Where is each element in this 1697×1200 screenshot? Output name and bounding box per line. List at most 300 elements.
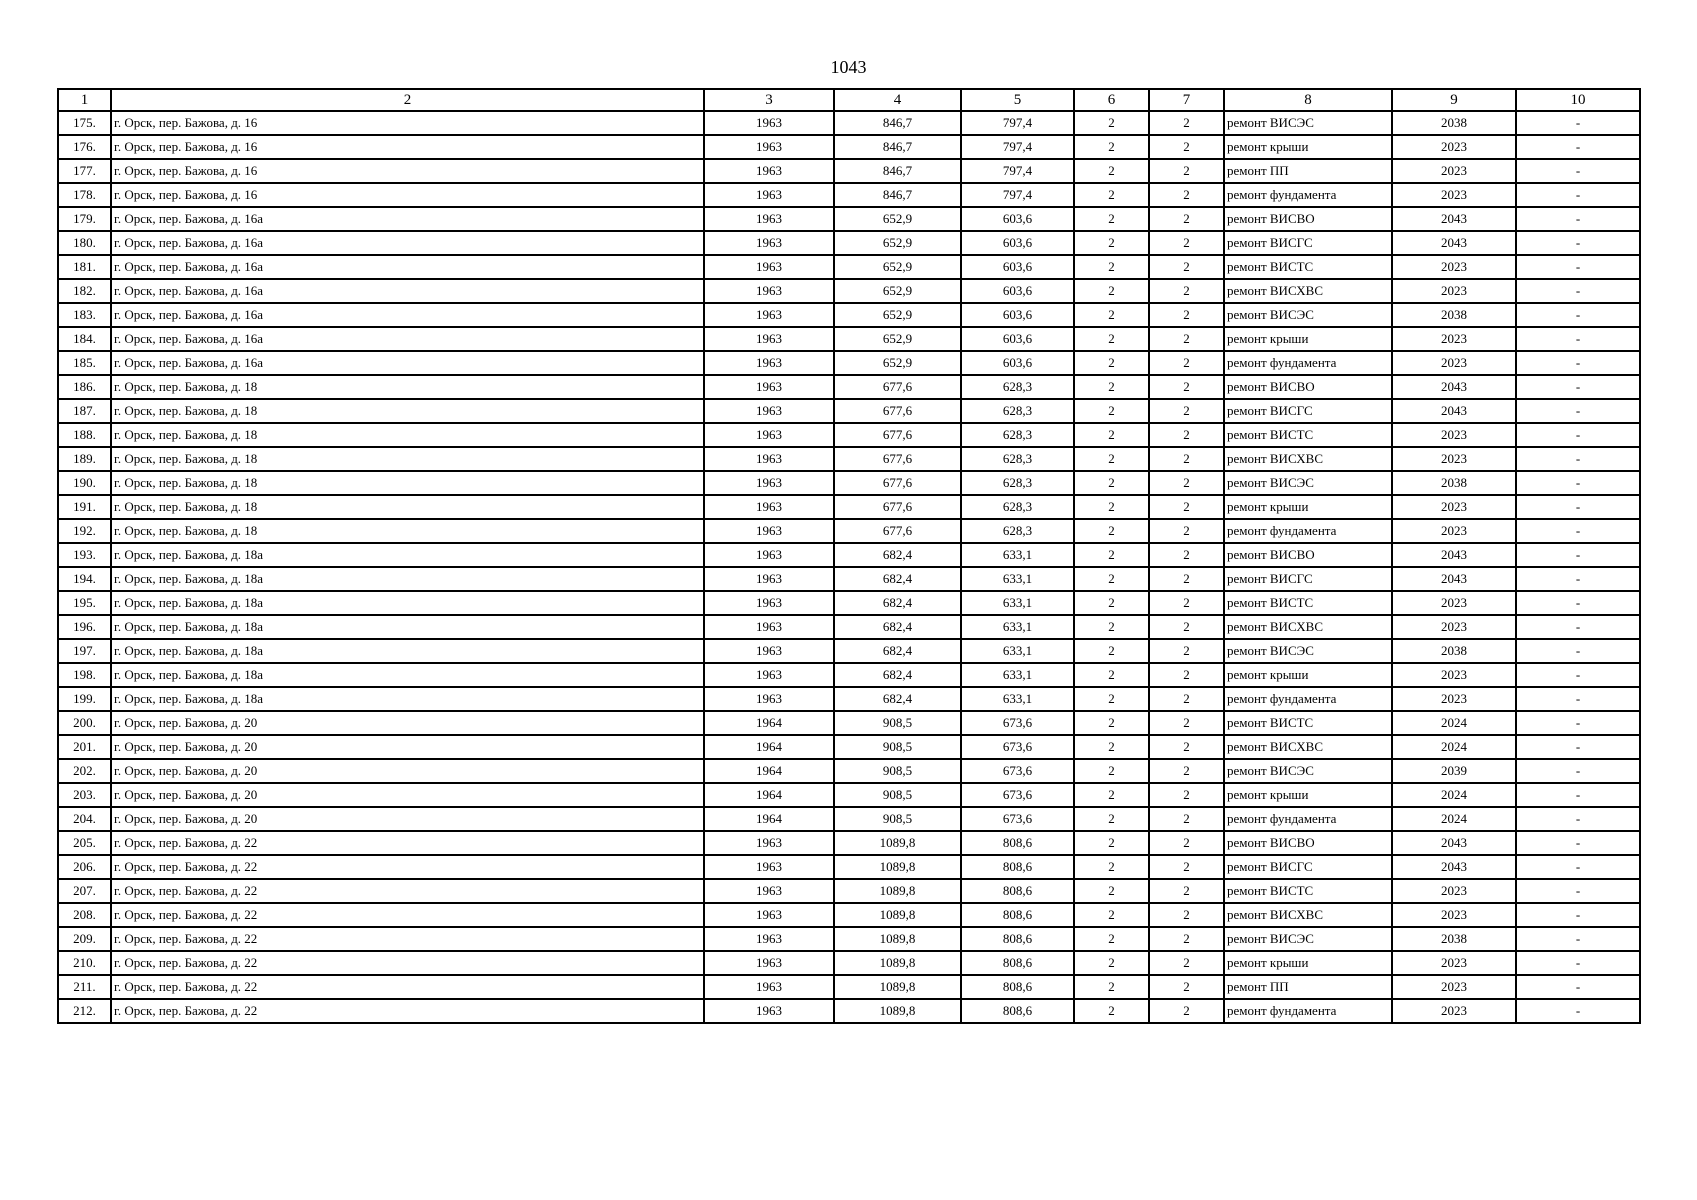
year-built-cell: 1963 <box>704 471 834 495</box>
total-area-cell: 677,6 <box>834 519 961 543</box>
table-row <box>58 111 1640 135</box>
address-cell: г. Орск, пер. Бажова, д. 22 <box>111 951 704 975</box>
table-row <box>58 711 1640 735</box>
col-6-cell: 2 <box>1074 735 1149 759</box>
row-number-cell: 182. <box>58 279 111 303</box>
work-type-cell: ремонт крыши <box>1224 663 1392 687</box>
repair-schedule-table <box>57 88 1641 1024</box>
row-number-cell: 195. <box>58 591 111 615</box>
total-area-cell: 682,4 <box>834 591 961 615</box>
living-area-cell: 633,1 <box>961 591 1074 615</box>
year-built-cell: 1963 <box>704 375 834 399</box>
total-area-cell: 652,9 <box>834 231 961 255</box>
work-type-cell: ремонт ПП <box>1224 159 1392 183</box>
total-area-cell: 1089,8 <box>834 831 961 855</box>
total-area-cell: 908,5 <box>834 735 961 759</box>
address-cell: г. Орск, пер. Бажова, д. 18 <box>111 399 704 423</box>
col-7-cell: 2 <box>1149 831 1224 855</box>
work-type-cell: ремонт крыши <box>1224 495 1392 519</box>
living-area-cell: 673,6 <box>961 735 1074 759</box>
planned-year-cell: 2023 <box>1392 327 1516 351</box>
planned-year-cell: 2038 <box>1392 927 1516 951</box>
col-10-cell: - <box>1516 399 1640 423</box>
column-header: 7 <box>1149 89 1224 111</box>
col-6-cell: 2 <box>1074 543 1149 567</box>
year-built-cell: 1963 <box>704 927 834 951</box>
work-type-cell: ремонт ВИСХВС <box>1224 615 1392 639</box>
row-number-cell: 196. <box>58 615 111 639</box>
col-10-cell: - <box>1516 927 1640 951</box>
table-row <box>58 903 1640 927</box>
living-area-cell: 808,6 <box>961 903 1074 927</box>
col-7-cell: 2 <box>1149 807 1224 831</box>
col-7-cell: 2 <box>1149 711 1224 735</box>
planned-year-cell: 2024 <box>1392 711 1516 735</box>
living-area-cell: 603,6 <box>961 231 1074 255</box>
col-10-cell: - <box>1516 999 1640 1023</box>
table-row <box>58 735 1640 759</box>
col-6-cell: 2 <box>1074 591 1149 615</box>
row-number-cell: 212. <box>58 999 111 1023</box>
planned-year-cell: 2023 <box>1392 591 1516 615</box>
col-6-cell: 2 <box>1074 903 1149 927</box>
col-7-cell: 2 <box>1149 759 1224 783</box>
table-row <box>58 927 1640 951</box>
address-cell: г. Орск, пер. Бажова, д. 16а <box>111 279 704 303</box>
total-area-cell: 1089,8 <box>834 855 961 879</box>
col-10-cell: - <box>1516 951 1640 975</box>
living-area-cell: 633,1 <box>961 663 1074 687</box>
row-number-cell: 190. <box>58 471 111 495</box>
living-area-cell: 603,6 <box>961 351 1074 375</box>
col-6-cell: 2 <box>1074 135 1149 159</box>
col-6-cell: 2 <box>1074 639 1149 663</box>
work-type-cell: ремонт ВИСТС <box>1224 255 1392 279</box>
living-area-cell: 797,4 <box>961 135 1074 159</box>
address-cell: г. Орск, пер. Бажова, д. 18 <box>111 375 704 399</box>
address-cell: г. Орск, пер. Бажова, д. 18 <box>111 447 704 471</box>
col-10-cell: - <box>1516 207 1640 231</box>
col-6-cell: 2 <box>1074 159 1149 183</box>
year-built-cell: 1963 <box>704 207 834 231</box>
col-7-cell: 2 <box>1149 255 1224 279</box>
col-10-cell: - <box>1516 495 1640 519</box>
col-7-cell: 2 <box>1149 279 1224 303</box>
column-header: 10 <box>1516 89 1640 111</box>
col-7-cell: 2 <box>1149 471 1224 495</box>
total-area-cell: 682,4 <box>834 543 961 567</box>
planned-year-cell: 2023 <box>1392 255 1516 279</box>
total-area-cell: 682,4 <box>834 639 961 663</box>
planned-year-cell: 2023 <box>1392 975 1516 999</box>
row-number-cell: 184. <box>58 327 111 351</box>
planned-year-cell: 2023 <box>1392 159 1516 183</box>
row-number-cell: 206. <box>58 855 111 879</box>
col-6-cell: 2 <box>1074 831 1149 855</box>
total-area-cell: 652,9 <box>834 351 961 375</box>
col-6-cell: 2 <box>1074 447 1149 471</box>
work-type-cell: ремонт ВИСГС <box>1224 855 1392 879</box>
address-cell: г. Орск, пер. Бажова, д. 16а <box>111 351 704 375</box>
col-7-cell: 2 <box>1149 591 1224 615</box>
col-10-cell: - <box>1516 279 1640 303</box>
planned-year-cell: 2043 <box>1392 399 1516 423</box>
planned-year-cell: 2043 <box>1392 375 1516 399</box>
address-cell: г. Орск, пер. Бажова, д. 18 <box>111 471 704 495</box>
col-6-cell: 2 <box>1074 399 1149 423</box>
work-type-cell: ремонт ВИСВО <box>1224 207 1392 231</box>
work-type-cell: ремонт фундамента <box>1224 183 1392 207</box>
work-type-cell: ремонт ВИСХВС <box>1224 279 1392 303</box>
planned-year-cell: 2023 <box>1392 663 1516 687</box>
total-area-cell: 682,4 <box>834 663 961 687</box>
col-7-cell: 2 <box>1149 375 1224 399</box>
row-number-cell: 209. <box>58 927 111 951</box>
table-body <box>58 111 1640 1023</box>
year-built-cell: 1964 <box>704 783 834 807</box>
row-number-cell: 194. <box>58 567 111 591</box>
planned-year-cell: 2023 <box>1392 423 1516 447</box>
table-row <box>58 183 1640 207</box>
row-number-cell: 177. <box>58 159 111 183</box>
col-7-cell: 2 <box>1149 351 1224 375</box>
col-10-cell: - <box>1516 183 1640 207</box>
planned-year-cell: 2043 <box>1392 231 1516 255</box>
table-row <box>58 303 1640 327</box>
col-10-cell: - <box>1516 663 1640 687</box>
row-number-cell: 200. <box>58 711 111 735</box>
total-area-cell: 652,9 <box>834 327 961 351</box>
col-7-cell: 2 <box>1149 135 1224 159</box>
col-6-cell: 2 <box>1074 255 1149 279</box>
address-cell: г. Орск, пер. Бажова, д. 22 <box>111 927 704 951</box>
planned-year-cell: 2038 <box>1392 303 1516 327</box>
planned-year-cell: 2043 <box>1392 567 1516 591</box>
planned-year-cell: 2024 <box>1392 783 1516 807</box>
col-6-cell: 2 <box>1074 303 1149 327</box>
living-area-cell: 673,6 <box>961 783 1074 807</box>
year-built-cell: 1963 <box>704 975 834 999</box>
row-number-cell: 198. <box>58 663 111 687</box>
planned-year-cell: 2023 <box>1392 279 1516 303</box>
col-6-cell: 2 <box>1074 663 1149 687</box>
year-built-cell: 1963 <box>704 951 834 975</box>
work-type-cell: ремонт ВИСХВС <box>1224 447 1392 471</box>
year-built-cell: 1963 <box>704 303 834 327</box>
address-cell: г. Орск, пер. Бажова, д. 18 <box>111 519 704 543</box>
work-type-cell: ремонт ВИСТС <box>1224 423 1392 447</box>
table-row <box>58 495 1640 519</box>
planned-year-cell: 2023 <box>1392 519 1516 543</box>
table-row <box>58 951 1640 975</box>
year-built-cell: 1963 <box>704 663 834 687</box>
planned-year-cell: 2038 <box>1392 639 1516 663</box>
address-cell: г. Орск, пер. Бажова, д. 22 <box>111 975 704 999</box>
living-area-cell: 808,6 <box>961 951 1074 975</box>
year-built-cell: 1963 <box>704 591 834 615</box>
address-cell: г. Орск, пер. Бажова, д. 18а <box>111 591 704 615</box>
work-type-cell: ремонт фундамента <box>1224 687 1392 711</box>
col-10-cell: - <box>1516 879 1640 903</box>
table-row <box>58 807 1640 831</box>
row-number-cell: 188. <box>58 423 111 447</box>
total-area-cell: 1089,8 <box>834 975 961 999</box>
total-area-cell: 846,7 <box>834 135 961 159</box>
address-cell: г. Орск, пер. Бажова, д. 18а <box>111 639 704 663</box>
table-row <box>58 567 1640 591</box>
total-area-cell: 682,4 <box>834 615 961 639</box>
col-10-cell: - <box>1516 591 1640 615</box>
planned-year-cell: 2023 <box>1392 903 1516 927</box>
address-cell: г. Орск, пер. Бажова, д. 22 <box>111 999 704 1023</box>
planned-year-cell: 2023 <box>1392 999 1516 1023</box>
table-row <box>58 135 1640 159</box>
col-6-cell: 2 <box>1074 519 1149 543</box>
total-area-cell: 846,7 <box>834 183 961 207</box>
total-area-cell: 846,7 <box>834 159 961 183</box>
row-number-cell: 204. <box>58 807 111 831</box>
address-cell: г. Орск, пер. Бажова, д. 18а <box>111 567 704 591</box>
work-type-cell: ремонт ВИСЭС <box>1224 111 1392 135</box>
table-row <box>58 447 1640 471</box>
year-built-cell: 1963 <box>704 255 834 279</box>
table-row <box>58 519 1640 543</box>
planned-year-cell: 2023 <box>1392 495 1516 519</box>
work-type-cell: ремонт фундамента <box>1224 807 1392 831</box>
work-type-cell: ремонт крыши <box>1224 135 1392 159</box>
year-built-cell: 1963 <box>704 567 834 591</box>
planned-year-cell: 2039 <box>1392 759 1516 783</box>
column-header: 6 <box>1074 89 1149 111</box>
address-cell: г. Орск, пер. Бажова, д. 22 <box>111 903 704 927</box>
address-cell: г. Орск, пер. Бажова, д. 20 <box>111 735 704 759</box>
work-type-cell: ремонт ВИСВО <box>1224 543 1392 567</box>
address-cell: г. Орск, пер. Бажова, д. 20 <box>111 783 704 807</box>
col-10-cell: - <box>1516 423 1640 447</box>
living-area-cell: 633,1 <box>961 639 1074 663</box>
planned-year-cell: 2043 <box>1392 207 1516 231</box>
col-6-cell: 2 <box>1074 495 1149 519</box>
address-cell: г. Орск, пер. Бажова, д. 20 <box>111 711 704 735</box>
living-area-cell: 628,3 <box>961 471 1074 495</box>
row-number-cell: 176. <box>58 135 111 159</box>
row-number-cell: 192. <box>58 519 111 543</box>
col-7-cell: 2 <box>1149 183 1224 207</box>
year-built-cell: 1964 <box>704 759 834 783</box>
col-10-cell: - <box>1516 903 1640 927</box>
col-7-cell: 2 <box>1149 999 1224 1023</box>
total-area-cell: 682,4 <box>834 567 961 591</box>
living-area-cell: 633,1 <box>961 543 1074 567</box>
col-6-cell: 2 <box>1074 807 1149 831</box>
table-row <box>58 231 1640 255</box>
col-10-cell: - <box>1516 567 1640 591</box>
row-number-cell: 175. <box>58 111 111 135</box>
row-number-cell: 189. <box>58 447 111 471</box>
living-area-cell: 808,6 <box>961 999 1074 1023</box>
row-number-cell: 181. <box>58 255 111 279</box>
address-cell: г. Орск, пер. Бажова, д. 22 <box>111 879 704 903</box>
living-area-cell: 673,6 <box>961 807 1074 831</box>
planned-year-cell: 2038 <box>1392 111 1516 135</box>
work-type-cell: ремонт крыши <box>1224 327 1392 351</box>
living-area-cell: 628,3 <box>961 375 1074 399</box>
work-type-cell: ремонт ВИСТС <box>1224 591 1392 615</box>
table-row <box>58 399 1640 423</box>
address-cell: г. Орск, пер. Бажова, д. 16 <box>111 111 704 135</box>
table-row <box>58 543 1640 567</box>
year-built-cell: 1963 <box>704 231 834 255</box>
total-area-cell: 908,5 <box>834 807 961 831</box>
total-area-cell: 1089,8 <box>834 927 961 951</box>
year-built-cell: 1963 <box>704 351 834 375</box>
planned-year-cell: 2043 <box>1392 831 1516 855</box>
col-7-cell: 2 <box>1149 159 1224 183</box>
year-built-cell: 1963 <box>704 639 834 663</box>
col-7-cell: 2 <box>1149 615 1224 639</box>
col-10-cell: - <box>1516 255 1640 279</box>
living-area-cell: 628,3 <box>961 423 1074 447</box>
living-area-cell: 633,1 <box>961 687 1074 711</box>
living-area-cell: 808,6 <box>961 855 1074 879</box>
col-7-cell: 2 <box>1149 567 1224 591</box>
living-area-cell: 673,6 <box>961 711 1074 735</box>
year-built-cell: 1963 <box>704 855 834 879</box>
planned-year-cell: 2023 <box>1392 183 1516 207</box>
living-area-cell: 797,4 <box>961 111 1074 135</box>
column-header: 8 <box>1224 89 1392 111</box>
row-number-cell: 201. <box>58 735 111 759</box>
year-built-cell: 1963 <box>704 495 834 519</box>
planned-year-cell: 2023 <box>1392 879 1516 903</box>
col-10-cell: - <box>1516 831 1640 855</box>
table-row <box>58 759 1640 783</box>
col-6-cell: 2 <box>1074 711 1149 735</box>
table-row <box>58 663 1640 687</box>
table-row <box>58 351 1640 375</box>
living-area-cell: 603,6 <box>961 207 1074 231</box>
planned-year-cell: 2023 <box>1392 135 1516 159</box>
col-7-cell: 2 <box>1149 783 1224 807</box>
table-row <box>58 471 1640 495</box>
table-row <box>58 159 1640 183</box>
col-6-cell: 2 <box>1074 879 1149 903</box>
row-number-cell: 197. <box>58 639 111 663</box>
year-built-cell: 1963 <box>704 543 834 567</box>
col-7-cell: 2 <box>1149 111 1224 135</box>
year-built-cell: 1963 <box>704 279 834 303</box>
living-area-cell: 603,6 <box>961 279 1074 303</box>
table-row <box>58 327 1640 351</box>
table-row <box>58 783 1640 807</box>
total-area-cell: 677,6 <box>834 447 961 471</box>
table-row <box>58 975 1640 999</box>
col-10-cell: - <box>1516 687 1640 711</box>
work-type-cell: ремонт ВИСЭС <box>1224 471 1392 495</box>
table-row <box>58 375 1640 399</box>
address-cell: г. Орск, пер. Бажова, д. 16 <box>111 159 704 183</box>
row-number-cell: 178. <box>58 183 111 207</box>
col-6-cell: 2 <box>1074 279 1149 303</box>
table-row <box>58 855 1640 879</box>
year-built-cell: 1963 <box>704 111 834 135</box>
year-built-cell: 1963 <box>704 687 834 711</box>
year-built-cell: 1963 <box>704 519 834 543</box>
col-10-cell: - <box>1516 735 1640 759</box>
planned-year-cell: 2023 <box>1392 351 1516 375</box>
col-10-cell: - <box>1516 975 1640 999</box>
col-7-cell: 2 <box>1149 663 1224 687</box>
planned-year-cell: 2024 <box>1392 735 1516 759</box>
living-area-cell: 797,4 <box>961 159 1074 183</box>
address-cell: г. Орск, пер. Бажова, д. 18а <box>111 543 704 567</box>
col-10-cell: - <box>1516 471 1640 495</box>
col-6-cell: 2 <box>1074 759 1149 783</box>
year-built-cell: 1963 <box>704 447 834 471</box>
work-type-cell: ремонт крыши <box>1224 783 1392 807</box>
living-area-cell: 603,6 <box>961 327 1074 351</box>
column-header: 2 <box>111 89 704 111</box>
living-area-cell: 628,3 <box>961 447 1074 471</box>
living-area-cell: 673,6 <box>961 759 1074 783</box>
year-built-cell: 1964 <box>704 807 834 831</box>
col-7-cell: 2 <box>1149 951 1224 975</box>
planned-year-cell: 2038 <box>1392 471 1516 495</box>
planned-year-cell: 2023 <box>1392 615 1516 639</box>
year-built-cell: 1963 <box>704 135 834 159</box>
col-6-cell: 2 <box>1074 927 1149 951</box>
year-built-cell: 1963 <box>704 879 834 903</box>
work-type-cell: ремонт ВИСТС <box>1224 879 1392 903</box>
table-row <box>58 999 1640 1023</box>
table-row <box>58 831 1640 855</box>
work-type-cell: ремонт ВИСЭС <box>1224 927 1392 951</box>
work-type-cell: ремонт ПП <box>1224 975 1392 999</box>
row-number-cell: 203. <box>58 783 111 807</box>
col-7-cell: 2 <box>1149 927 1224 951</box>
col-7-cell: 2 <box>1149 855 1224 879</box>
living-area-cell: 808,6 <box>961 879 1074 903</box>
column-header: 3 <box>704 89 834 111</box>
col-6-cell: 2 <box>1074 471 1149 495</box>
col-10-cell: - <box>1516 711 1640 735</box>
total-area-cell: 908,5 <box>834 783 961 807</box>
row-number-cell: 207. <box>58 879 111 903</box>
total-area-cell: 652,9 <box>834 303 961 327</box>
work-type-cell: ремонт ВИСГС <box>1224 399 1392 423</box>
year-built-cell: 1964 <box>704 735 834 759</box>
column-header: 4 <box>834 89 961 111</box>
col-7-cell: 2 <box>1149 495 1224 519</box>
col-10-cell: - <box>1516 807 1640 831</box>
col-7-cell: 2 <box>1149 975 1224 999</box>
col-7-cell: 2 <box>1149 735 1224 759</box>
col-10-cell: - <box>1516 231 1640 255</box>
col-6-cell: 2 <box>1074 615 1149 639</box>
work-type-cell: ремонт ВИСЭС <box>1224 759 1392 783</box>
work-type-cell: ремонт крыши <box>1224 951 1392 975</box>
living-area-cell: 633,1 <box>961 567 1074 591</box>
living-area-cell: 628,3 <box>961 519 1074 543</box>
row-number-cell: 202. <box>58 759 111 783</box>
total-area-cell: 677,6 <box>834 471 961 495</box>
year-built-cell: 1964 <box>704 711 834 735</box>
col-6-cell: 2 <box>1074 687 1149 711</box>
row-number-cell: 205. <box>58 831 111 855</box>
table-row <box>58 615 1640 639</box>
year-built-cell: 1963 <box>704 615 834 639</box>
col-7-cell: 2 <box>1149 519 1224 543</box>
